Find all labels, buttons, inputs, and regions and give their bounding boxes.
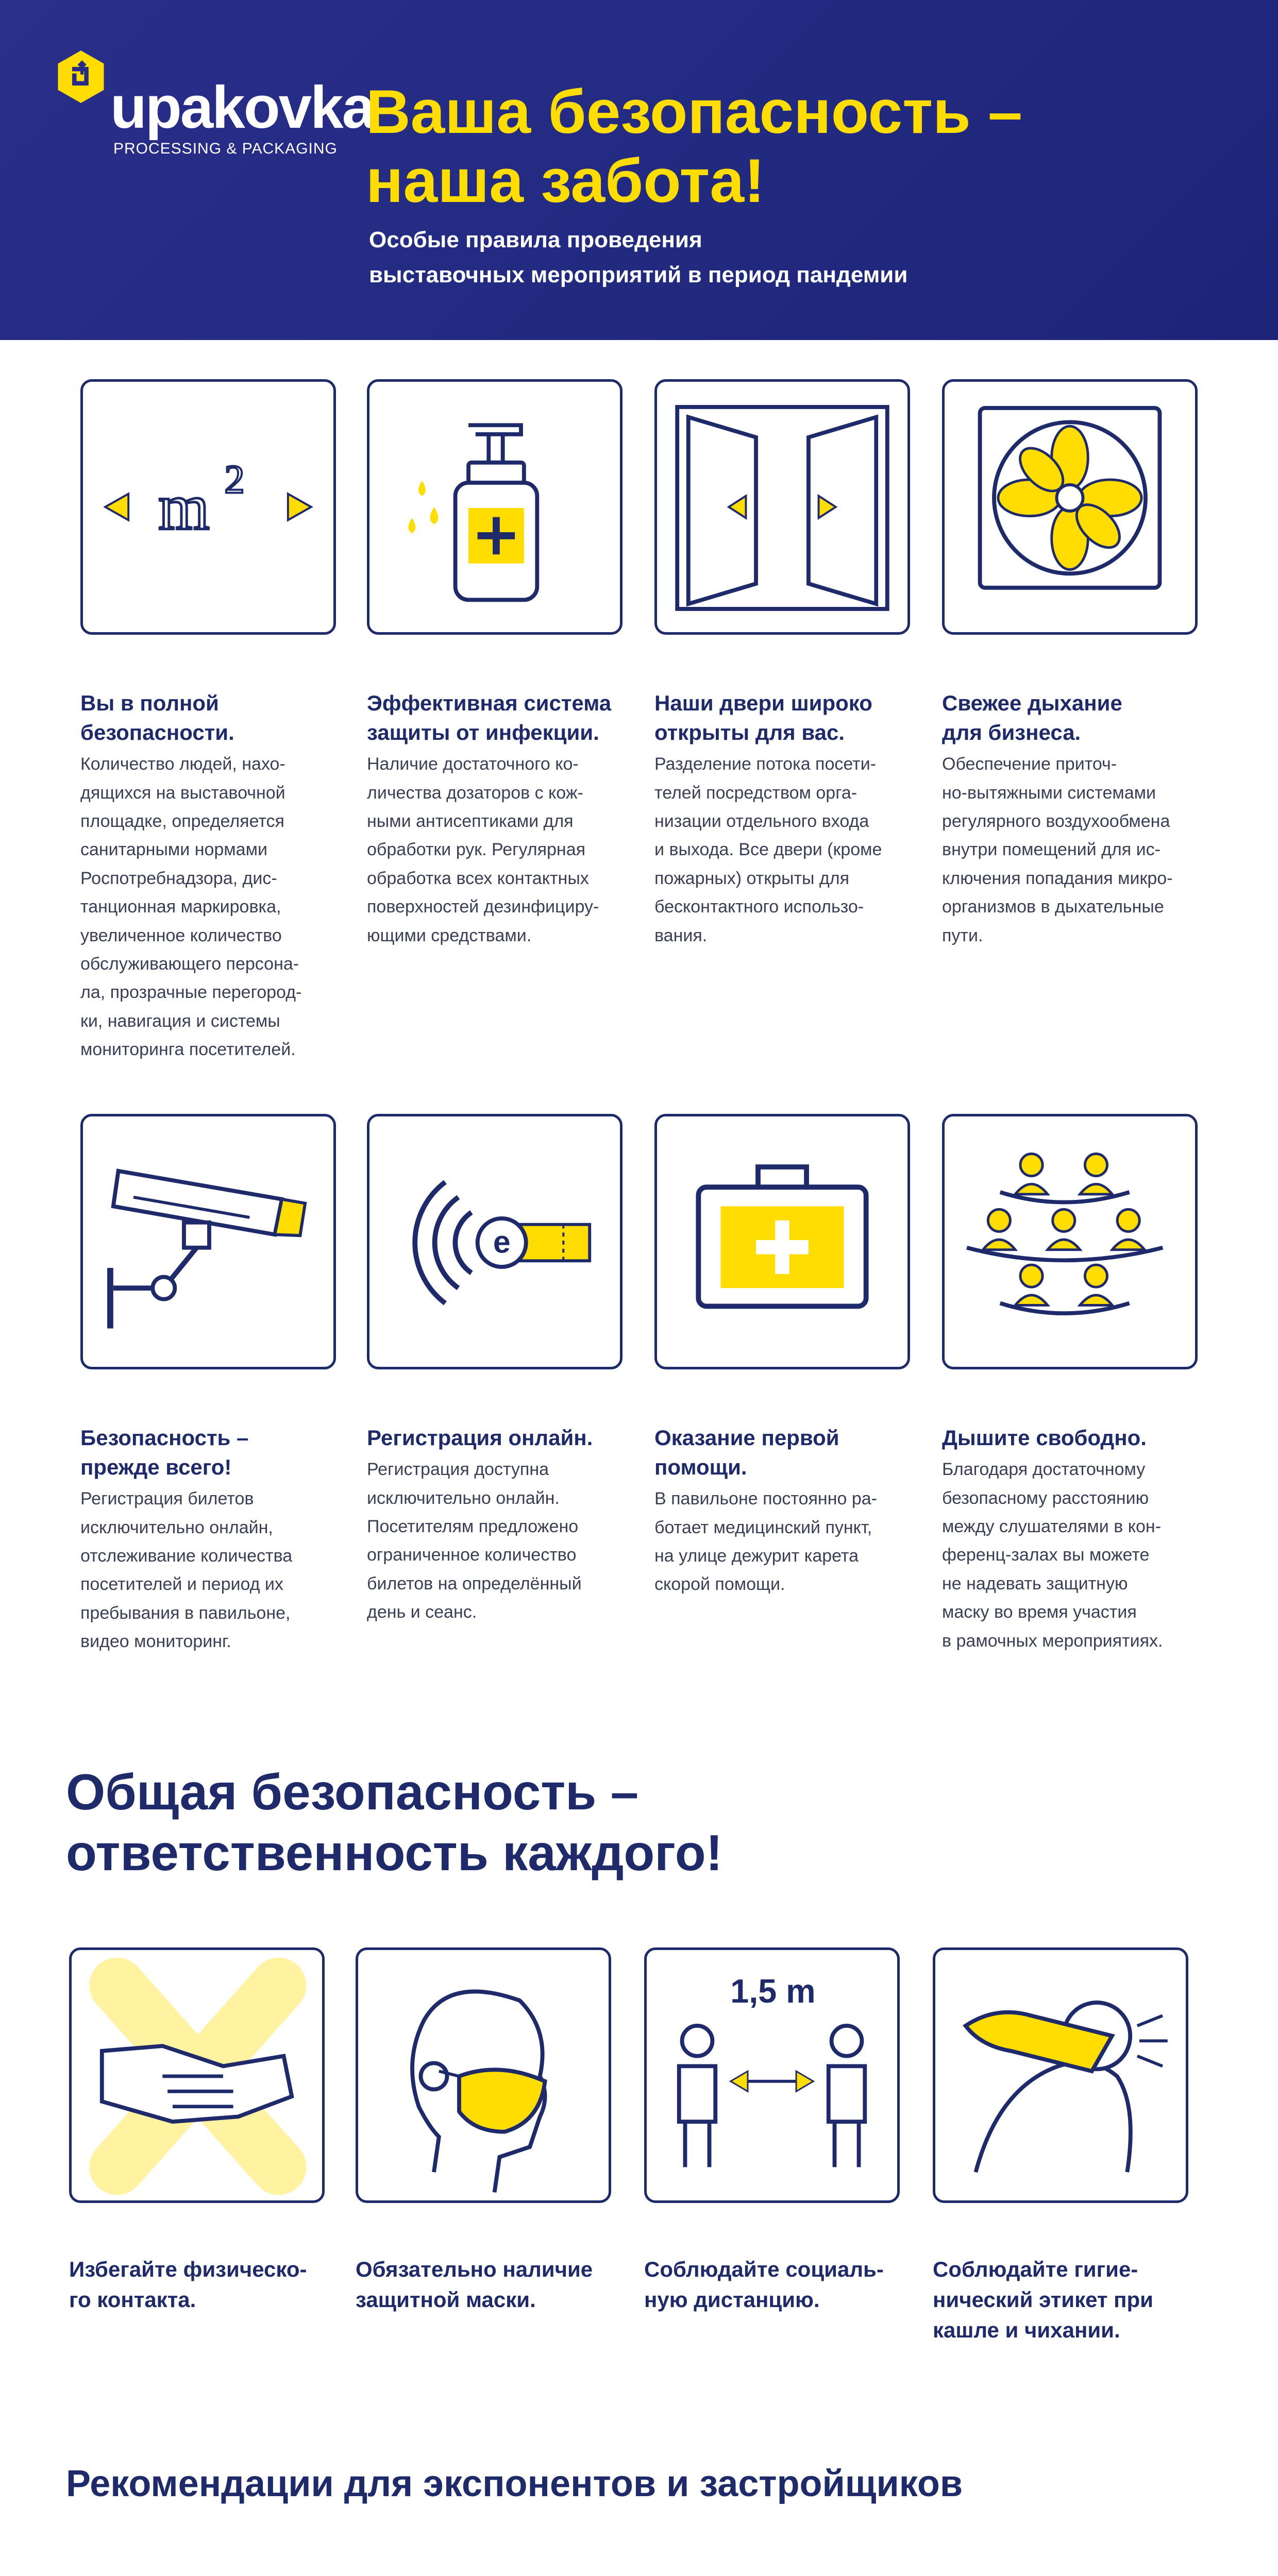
sanitizer-dispenser-icon xyxy=(367,379,623,635)
exhibitors-heading: Рекомендации для экспонентов и застройщиков xyxy=(66,2463,963,2504)
general-safety-heading: Общая безопасность – ответственность каждого! xyxy=(66,1764,723,1881)
no-handshake-icon xyxy=(69,1947,325,2203)
rule-description: Регистрация билетов исключительно онлайн, отслеживание количества посетителей и период их пребывания в павильоне, видео мониторинг. xyxy=(80,1489,293,1652)
svg-text:e: e xyxy=(493,1224,511,1260)
general-card-no-contact xyxy=(69,1947,327,2315)
general-card-cough xyxy=(933,1947,1190,2345)
general-item-label: Обязательно наличие защитной маски. xyxy=(356,2257,593,2312)
rule-description: Обеспечение приточ- но-вытяжными системами регулярного воздухообмена внутри помещений для ис- ключения попадания микро- организмов в дыхательные пути. xyxy=(942,754,1173,945)
rule-card-security xyxy=(80,1114,338,1656)
general-card-distance xyxy=(644,1947,902,2315)
area-m2-icon xyxy=(80,379,336,635)
face-mask-icon xyxy=(356,1947,611,2203)
first-aid-kit-icon xyxy=(654,1114,910,1369)
rule-card-audience xyxy=(942,1114,1200,1655)
cough-elbow-icon xyxy=(933,1947,1188,2203)
rule-title: Регистрация онлайн. xyxy=(367,1426,593,1450)
logo-wordmark: upakovka xyxy=(110,74,374,141)
general-item-label: Соблюдайте гигие- нический этикет при кашле и чихании. xyxy=(933,2257,1153,2342)
page-title: Ваша безопасность – наша забота! xyxy=(366,77,1022,216)
rule-title: Оказание первой помощи. xyxy=(654,1426,839,1480)
rule-card-first-aid xyxy=(654,1114,912,1599)
security-camera-icon xyxy=(80,1114,336,1369)
svg-text:m: m xyxy=(158,470,210,544)
ventilation-fan-icon xyxy=(942,379,1198,635)
rule-description: Регистрация доступна исключительно онлайн. Посетителям предложено ограниченное количество билетов на определённый день и сеанс. xyxy=(367,1460,582,1622)
general-item-label: Соблюдайте социаль- ную дистанцию. xyxy=(644,2257,884,2312)
rule-title: Дышите свободно. xyxy=(942,1426,1147,1450)
rule-title: Вы в полной безопасности. xyxy=(80,691,234,745)
rule-title: Безопасность – прежде всего! xyxy=(80,1426,249,1480)
rule-description: Разделение потока посети- телей посредством орга- низации отдельного входа и выхода. Все двери (кроме пожарных) открыты для бесконтактного использо- вания. xyxy=(654,754,882,945)
rule-card-registration xyxy=(367,1114,625,1627)
rule-card-doors xyxy=(654,379,912,950)
rule-description: В павильоне постоянно ра- ботает медицинский пункт, на улице дежурит карета скорой помощи. xyxy=(654,1489,877,1595)
logo-tagline: PROCESSING & PACKAGING xyxy=(113,140,338,157)
general-item-label: Избегайте физическо- го контакта. xyxy=(69,2257,307,2312)
general-card-mask xyxy=(356,1947,613,2315)
distance-label: 1,5 m xyxy=(730,1972,816,2010)
svg-text:2: 2 xyxy=(224,456,245,502)
social-distance-icon xyxy=(644,1947,900,2203)
rule-title: Наши двери широко открыты для вас. xyxy=(654,691,872,745)
header-banner xyxy=(0,0,1278,340)
rule-card-ventilation xyxy=(942,379,1200,950)
rule-card-sanitizer xyxy=(367,379,625,950)
upakovka-logo-icon xyxy=(54,49,108,104)
rule-description: Количество людей, нахо- дящихся на выставочной площадке, определяется санитарными нормами Роспотребнадзора, дис- танционная маркировка, увеличенное количество обслуживающего персона- ла, прозрачные перегород- ки, навигация и системы мониторинга посетителей. xyxy=(80,754,302,1060)
rule-card-capacity xyxy=(80,379,338,1064)
rule-description: Наличие достаточного ко- личества дозаторов с кож- ными антисептиками для обработки рук. Регулярная обработка всех контактных поверхностей дезинфициру- ющими средствами. xyxy=(367,754,599,945)
open-doors-icon xyxy=(654,379,910,635)
e-ticket-icon xyxy=(367,1114,623,1369)
rule-description: Благодаря достаточному безопасному расстоянию между слушателями в кон- ференц-залах вы можете не надевать защитную маску во время участия в рамочных мероприятиях. xyxy=(942,1460,1163,1651)
rule-title: Свежее дыхание для бизнеса. xyxy=(942,691,1122,745)
page-subtitle: Особые правила проведения выставочных мероприятий в период пандемии xyxy=(369,227,908,288)
seated-audience-icon xyxy=(942,1114,1198,1369)
rule-title: Эффективная система защиты от инфекции. xyxy=(367,691,612,745)
